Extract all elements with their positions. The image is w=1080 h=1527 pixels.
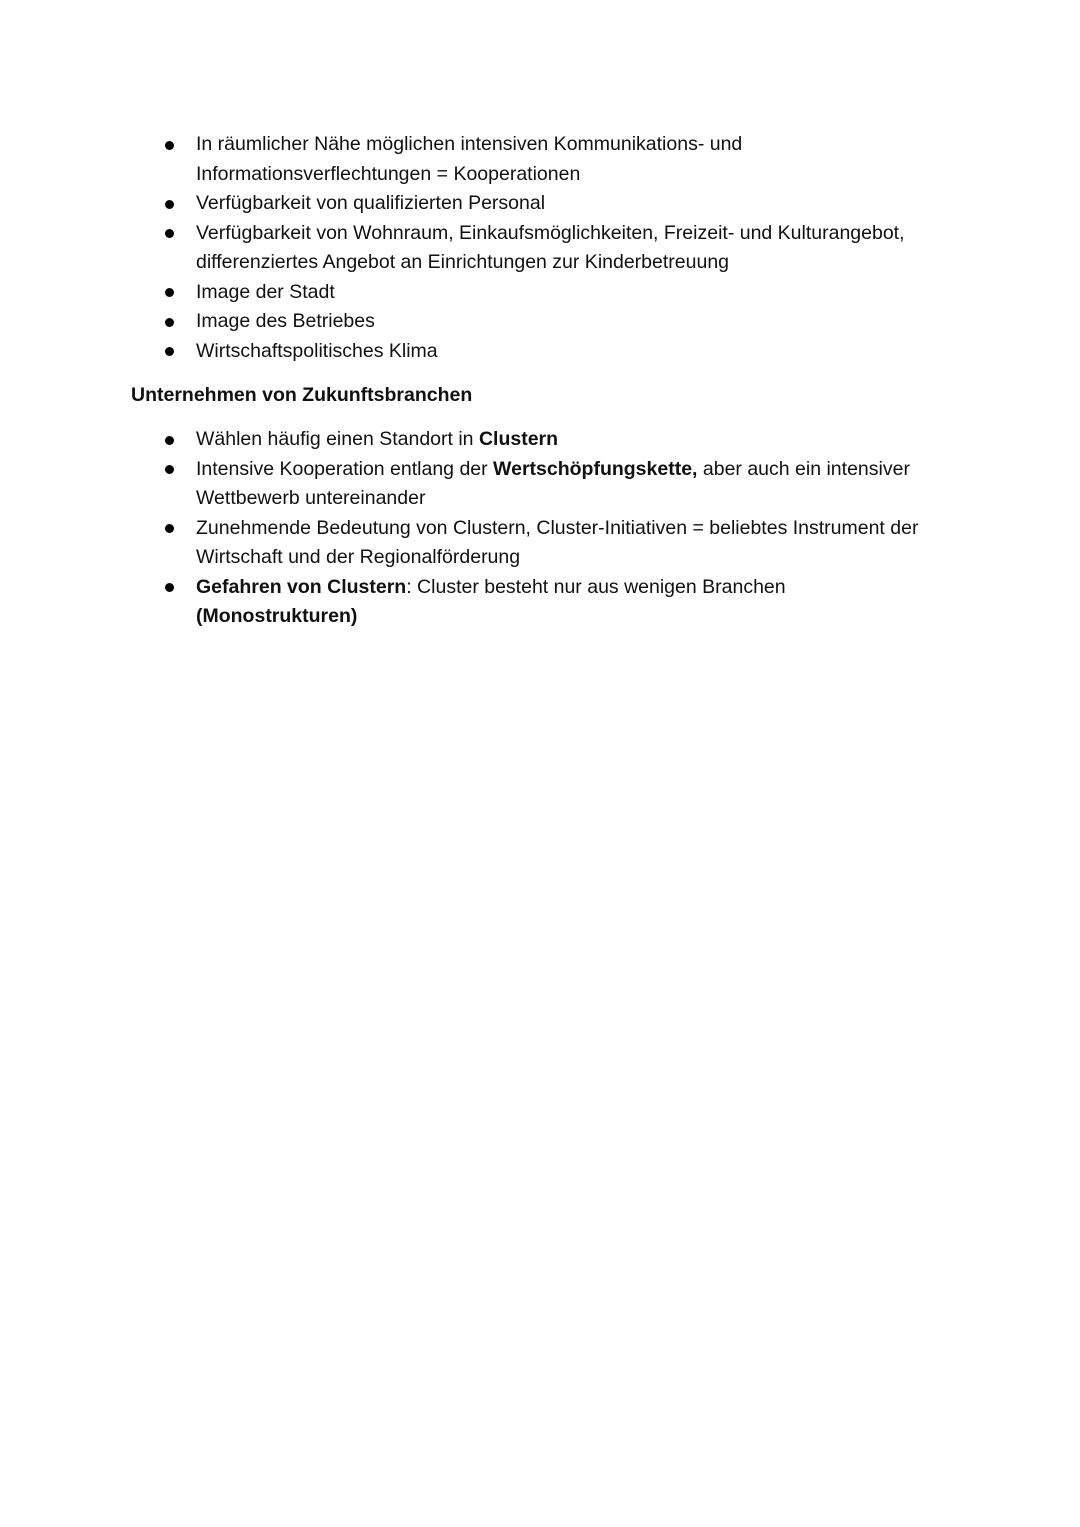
bullet-icon: [165, 288, 174, 297]
list-item-text: Image des Betriebes: [196, 310, 375, 332]
list-item-text: : Cluster besteht nur aus wenigen Branchen: [406, 575, 786, 598]
bullet-icon: [165, 141, 174, 150]
list-item-text: In räumlicher Nähe möglichen intensiven Kommunikations- und: [196, 133, 743, 155]
location-factors-list: [0, 130, 1080, 366]
list-item: [0, 455, 1080, 514]
future-industries-list: [0, 425, 1080, 632]
list-item-bold-text: Clustern: [478, 428, 559, 450]
bullet-icon: [165, 524, 174, 533]
list-item-bold-text: Gefahren von Clustern: [196, 575, 407, 598]
list-item: [0, 337, 1080, 367]
bullet-icon: [165, 318, 174, 327]
list-item-text: Verfügbarkeit von Wohnraum, Einkaufsmöglichkeiten, Freizeit- und Kulturangebot,: [196, 221, 905, 244]
list-item-text: differenziertes Angebot an Einrichtungen zur Kinderbetreuung: [196, 251, 730, 273]
list-item: [0, 130, 1080, 189]
list-item-text: Zunehmende Bedeutung von Clustern, Cluster-Initiativen = beliebtes Instrument der: [196, 516, 919, 539]
list-item-text: Wählen häufig einen Standort in: [196, 428, 479, 450]
list-item: [0, 278, 1080, 308]
bullet-icon: [165, 200, 174, 209]
list-item-text: Intensive Kooperation entlang der: [196, 457, 494, 480]
list-item-text: Wirtschaftspolitisches Klima: [196, 339, 438, 362]
list-item-bold-text: (Monostrukturen): [196, 605, 358, 627]
list-item: [0, 514, 1080, 573]
bullet-icon: [165, 347, 174, 356]
list-item-text: Informationsverflechtungen = Kooperationen: [196, 162, 581, 185]
list-item-text: Image der Stadt: [196, 280, 335, 303]
list-item-text: Wettbewerb untereinander: [196, 487, 426, 509]
list-item: [0, 573, 1080, 632]
bullet-icon: [165, 583, 174, 592]
section-heading: Unternehmen von Zukunftsbranchen: [131, 384, 473, 406]
list-item-text: Wirtschaft und der Regionalförderung: [196, 546, 521, 568]
list-item-text: aber auch ein intensiver: [697, 457, 910, 480]
list-item: [0, 307, 1080, 337]
list-item-text: Verfügbarkeit von qualifizierten Personal: [196, 192, 546, 214]
list-item: [0, 425, 1080, 455]
bullet-icon: [165, 465, 174, 474]
list-item-bold-text: Wertschöpfungskette,: [493, 457, 698, 480]
list-item: [0, 189, 1080, 219]
bullet-icon: [165, 229, 174, 238]
bullet-icon: [165, 436, 174, 445]
list-item: [0, 219, 1080, 278]
